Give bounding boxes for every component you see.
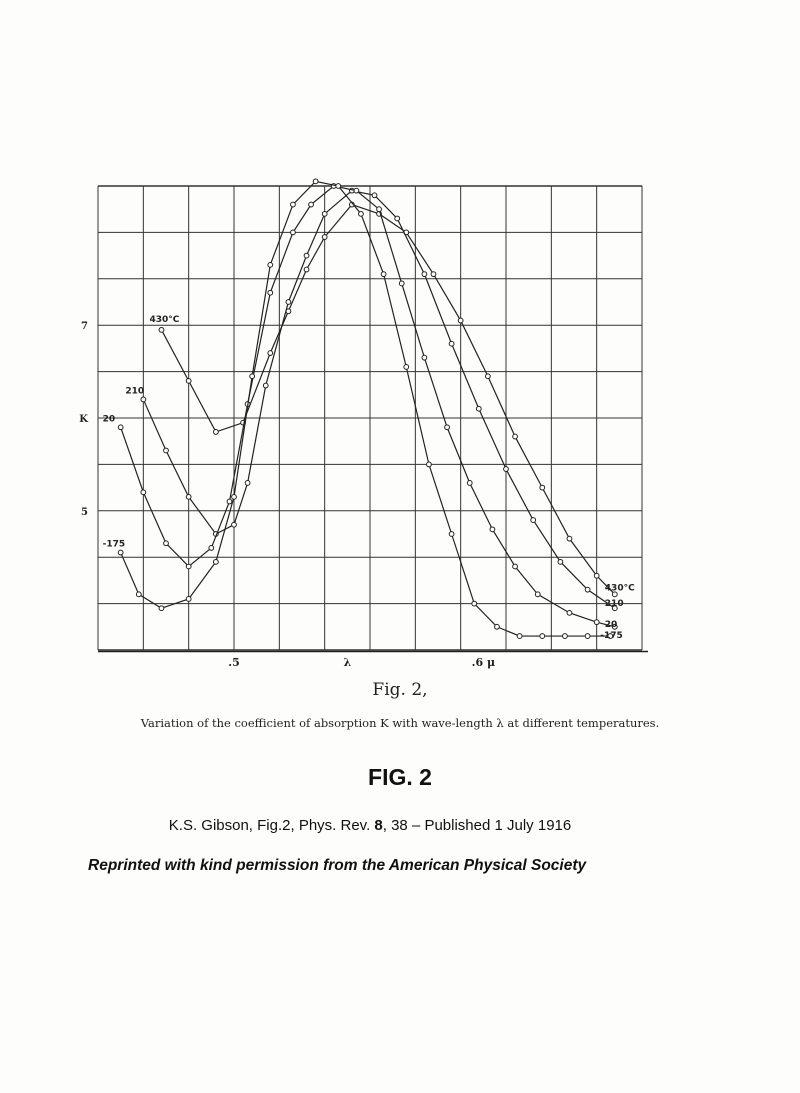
data-point: [531, 518, 536, 523]
data-point: [427, 462, 432, 467]
data-point: [372, 193, 377, 198]
data-point: [517, 634, 522, 639]
data-point: [136, 592, 141, 597]
data-point: [245, 481, 250, 486]
data-point: [141, 397, 146, 402]
data-point: [232, 522, 237, 527]
data-point: [404, 365, 409, 370]
citation-volume: 8: [374, 817, 383, 834]
citation-prefix: K.S. Gibson, Fig.2, Phys. Rev.: [168, 817, 375, 834]
data-point: [513, 564, 518, 569]
x-tick-label: λ: [343, 656, 352, 669]
data-point: [422, 355, 427, 360]
data-point: [449, 341, 454, 346]
data-point: [263, 383, 268, 388]
data-point: [322, 235, 327, 240]
data-point: [164, 448, 169, 453]
data-point: [359, 211, 364, 216]
data-point: [313, 179, 318, 184]
data-point: [186, 494, 191, 499]
data-point: [422, 272, 427, 277]
data-point: [431, 272, 436, 277]
data-point: [164, 541, 169, 546]
series-line-0: [161, 205, 614, 595]
data-point: [268, 351, 273, 356]
data-point: [472, 601, 477, 606]
permission-note: Reprinted with kind permission from the American Physical Society: [88, 857, 587, 874]
data-point: [594, 573, 599, 578]
chart-grid: [98, 186, 648, 652]
data-point: [213, 559, 218, 564]
data-point: [585, 587, 590, 592]
data-point: [286, 300, 291, 305]
data-point: [268, 290, 273, 295]
data-point: [594, 620, 599, 625]
data-point: [322, 211, 327, 216]
data-point: [118, 425, 123, 430]
data-point: [336, 184, 341, 189]
data-point: [445, 425, 450, 430]
series-label-end: 210: [604, 599, 624, 610]
series-label-end: 20: [604, 619, 618, 630]
y-tick-label: K: [79, 414, 88, 425]
data-point: [495, 624, 500, 629]
data-point: [304, 267, 309, 272]
data-point: [291, 202, 296, 207]
x-tick-label: .6 μ: [471, 656, 496, 669]
series-label-start: 210: [125, 386, 145, 397]
series-label-start: 430°C: [149, 314, 180, 325]
data-point: [186, 378, 191, 383]
data-point: [395, 216, 400, 221]
data-point: [485, 374, 490, 379]
data-point: [490, 527, 495, 532]
data-point: [558, 559, 563, 564]
figure-label: Fig. 2,: [372, 680, 428, 700]
series-line-2: [121, 186, 615, 627]
data-point: [535, 592, 540, 597]
chart-series: [103, 179, 635, 641]
data-point: [377, 207, 382, 212]
series-line-1: [143, 191, 614, 609]
data-point: [467, 481, 472, 486]
data-point: [250, 374, 255, 379]
data-point: [563, 634, 568, 639]
data-point: [186, 564, 191, 569]
data-point: [309, 202, 314, 207]
data-point: [118, 550, 123, 555]
data-point: [209, 546, 214, 551]
data-point: [186, 597, 191, 602]
y-tick-label: 7: [81, 321, 88, 333]
data-point: [540, 634, 545, 639]
data-point: [381, 272, 386, 277]
data-point: [567, 610, 572, 615]
data-point: [268, 262, 273, 267]
data-point: [399, 281, 404, 286]
data-point: [458, 318, 463, 323]
citation-suffix: , 38 – Published 1 July 1916: [382, 817, 572, 834]
data-point: [354, 188, 359, 193]
data-point: [449, 532, 454, 537]
series-line-3: [121, 181, 611, 636]
data-point: [159, 327, 164, 332]
absorption-chart: [60, 150, 660, 670]
data-point: [304, 253, 309, 258]
series-label-end: -175: [600, 631, 623, 642]
x-tick-label: .5: [228, 656, 240, 669]
y-tick-label: 5: [81, 506, 88, 518]
data-point: [232, 494, 237, 499]
data-point: [291, 230, 296, 235]
data-point: [585, 634, 590, 639]
data-point: [159, 606, 164, 611]
series-label-end: 430°C: [604, 583, 635, 594]
data-point: [213, 430, 218, 435]
data-point: [504, 467, 509, 472]
chart-plot: [60, 150, 660, 670]
figure-caption: Variation of the coefficient of absorption K with wave-length λ at different temperatures.: [140, 716, 660, 730]
data-point: [567, 536, 572, 541]
citation: [0, 817, 740, 834]
data-point: [476, 406, 481, 411]
series-label-start: -175: [102, 539, 126, 550]
chart-ticks: [79, 321, 495, 669]
data-point: [513, 434, 518, 439]
figure-heading: FIG. 2: [368, 764, 432, 790]
data-point: [540, 485, 545, 490]
data-point: [227, 499, 232, 504]
series-label-start: 20: [102, 414, 116, 425]
data-point: [141, 490, 146, 495]
